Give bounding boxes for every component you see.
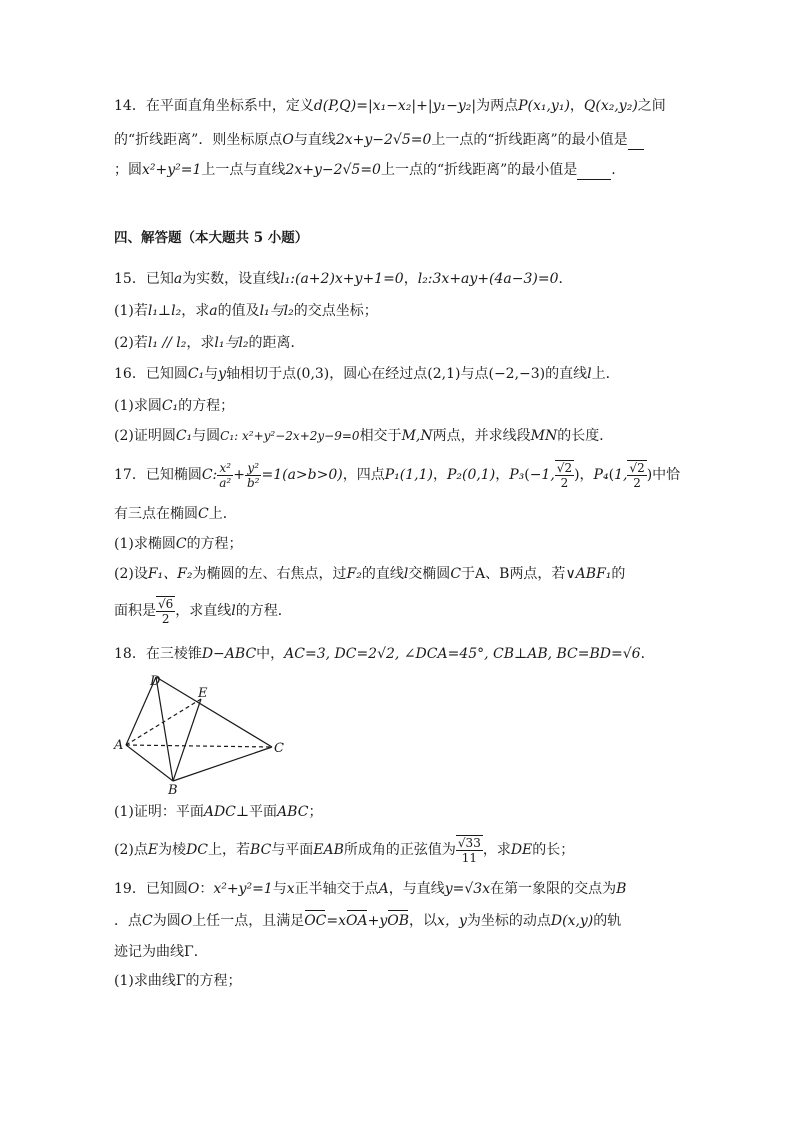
q19-stem: 19．已知圆O：x²+y²=1与x正半轴交于点A，与直线y=√3x在第一象限的交点为B <box>114 881 627 897</box>
label-D: D <box>150 674 161 689</box>
q19-line-3: 迹记为曲线Γ． <box>114 944 208 960</box>
answer-blank-2[interactable] <box>577 161 611 180</box>
label-C: C <box>274 741 284 756</box>
q14-line-2: 的“折线距离”．则坐标原点O与直线2x+y−2√5=0上一点的“折线距离”的最小值是 <box>114 131 644 150</box>
q15-part-1: (1)若l₁⊥l₂，求a的值及l₁与l₂的交点坐标； <box>114 303 378 319</box>
q18-stem: 18．在三棱锥D−ABC中，AC=3, DC=2√2, ∠DCA=45°, CB⊥AB, BC=BD=√6． <box>114 646 655 662</box>
edge-AE-hidden <box>126 699 201 745</box>
y2-over-b2: $\frac{\text{y²}}{\text{b²}}$ <box>246 460 260 490</box>
sqrt2-over-2-a: $\frac{√2}{2}$ <box>556 461 573 490</box>
edge-BC <box>173 747 272 781</box>
edge-DB <box>156 677 173 781</box>
x2-over-a2: $\frac{\text{x²}}{\text{a²}}$ <box>219 460 232 490</box>
q19-part-1: (1)求曲线Γ的方程； <box>114 973 242 989</box>
q16-part-1: (1)求圆C₁的方程； <box>114 398 235 414</box>
edge-AC-hidden <box>126 745 272 747</box>
q17-line-4: 面积是 $\frac{√6}{2}$ ，求直线l的方程． <box>114 597 292 626</box>
q14-line-3: ；圆x²+y²=1上一点与直线2x+y−2√5=0上一点的“折线距离”的最小值是 . <box>114 162 616 178</box>
edge-DC <box>156 677 272 747</box>
q17-stem: 17．已知椭圆C: $\frac{\text{x²}}{\text{a²}}$ + $\frac{\text{y²}}{\text{b²}}$ =1(a>b>0)，四点P₁(1,1)，P₂(0,1)，P₃(−1, $\frac{√2}{2}$ )，P₄(1, $\frac{√2}{2}$ )中恰 <box>114 460 681 490</box>
q17-part-1: (1)求椭圆C的方程； <box>114 536 243 552</box>
label-E: E <box>198 686 208 701</box>
tetrahedron-diagram <box>110 670 300 796</box>
label-B: B <box>168 783 178 796</box>
answer-blank-1[interactable] <box>628 131 644 150</box>
q14-line-1: 14．在平面直角坐标系中，定义d(P,Q)=|x₁−x₂|+|y₁−y₂|为两点P(x₁,y₁)，Q(x₂,y₂)之间 <box>114 98 666 114</box>
q19-line-2: ．点C为圆O上任一点，且满足OC=xOA+yOB，以x，y为坐标的动点D(x,y)的轨 <box>114 913 622 929</box>
q17-part-2: (2)设F₁、F₂为椭圆的左、右焦点，过F₂的直线l交椭圆C于A、B两点，若∨ABF₁的 <box>114 566 626 582</box>
q18-part-2: (2)点E为棱DC上，若BC与平面EAB所成角的正弦值为 $\frac{√33}{11}$ ，求DE的长； <box>114 836 575 865</box>
edge-EB <box>173 699 201 781</box>
q16-stem: 16．已知圆C₁与y轴相切于点(0,3)，圆心在经过点(2,1)与点(−2,−3)的直线l上． <box>114 366 620 382</box>
sqrt33-over-11: $\frac{√33}{11}$ <box>457 836 481 865</box>
q17-line-2: 有三点在椭圆C上． <box>114 506 237 522</box>
section-heading: 四、解答题（本大题共 5 小题） <box>114 230 309 246</box>
edge-AB <box>126 745 173 781</box>
q15-stem: 15．已知a为实数，设直线l₁:(a+2)x+y+1=0，l₂:3x+ay+(4a−3)=0． <box>114 271 573 287</box>
label-A: A <box>114 738 124 753</box>
q15-part-2: (2)若l₁ // l₂，求l₁与l₂的距离． <box>114 335 305 351</box>
sqrt6-over-2: $\frac{√6}{2}$ <box>158 597 174 626</box>
q18-part-1: (1)证明：平面ADC⊥平面ABC； <box>114 804 323 820</box>
q16-part-2: (2)证明圆C₁与圆C₁: x²+y²−2x+2y−9=0相交于M,N两点，并求线段MN的长度． <box>114 428 614 444</box>
sqrt2-over-2-b: $\frac{√2}{2}$ <box>629 461 645 490</box>
